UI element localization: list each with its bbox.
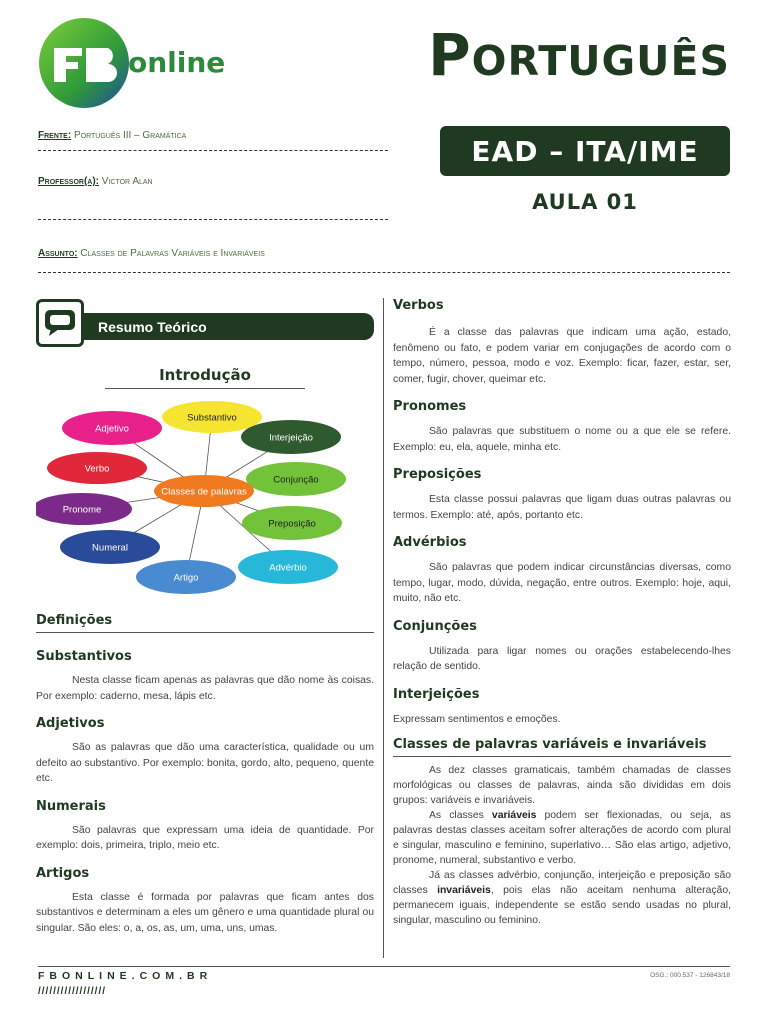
subject-title: Português: [428, 21, 730, 89]
resumo-title: Resumo Teórico: [76, 313, 374, 340]
divider: [38, 272, 730, 273]
artigos-heading: Artigos: [36, 865, 90, 881]
artigos-text: Esta classe é formada por palavras que ficam antes dos substantivos e determinam a eles um gênero e uma quantidade plural ou singular. São eles: o, a, os, as, um, uma, uns, umas.: [36, 891, 374, 934]
resumo-banner: [36, 300, 374, 346]
classes-text-1: As dez classes gramaticais, também chamadas de classes morfológicas ou classes de palavras, ainda são divididas em dois grupos: variáveis e invariáveis.: [393, 765, 731, 806]
chat-bubble-icon: [36, 299, 84, 347]
assunto-line: [38, 248, 265, 259]
adverbios-text: São palavras que podem indicar circunstâncias diversas, como tempo, lugar, modo, dúvida, negação, entre outros. Exemplo: hoje, aqui, muito, não etc.: [393, 562, 731, 604]
assunto-label: Assunto:: [38, 248, 78, 259]
node-label: Pronome: [62, 504, 102, 516]
classes-text-3: [393, 868, 731, 928]
aula-label: AULA 01: [532, 190, 638, 214]
left-column: [36, 300, 374, 936]
ead-badge: EAD – ITA/IME: [440, 126, 730, 176]
definicoes-heading: Definições: [36, 613, 374, 633]
intro-title: Introdução: [159, 366, 251, 384]
verbos-text: É a classe das palavras que indicam uma ação, estado, fenômeno ou fato, e podem variar em conjugações de acordo com o tempo, número, pessoa, modo e voz. Exemplo: ficar, fazer, estar, ser, comer, fugir, chover, queimar etc.: [393, 327, 731, 385]
right-column: [393, 298, 731, 928]
adjetivos-text: São as palavras que dão uma característica, qualidade ou um defeito ao substantivo. Por exemplo: bonita, gordo, alto, pequeno, quente etc.: [36, 742, 374, 784]
footer-site[interactable]: FBONLINE.COM.BR: [38, 970, 213, 982]
node-label: Substantivo: [187, 412, 237, 424]
numerais-text: São palavras que expressam uma ideia de quantidade. Por exemplo: dois, primeira, triplo, meio etc.: [36, 824, 374, 851]
classes-text-3c: , pois elas não aceitam nenhuma alteração, permanecem iguais, independente se estão sendo usadas no plural, singular, masculino ou feminino.: [393, 885, 731, 926]
frente-label: Frente:: [38, 130, 72, 141]
variaveis-term: variáveis: [491, 810, 537, 821]
conjuncoes-heading: Conjunções: [393, 618, 477, 634]
pronomes-heading: Pronomes: [393, 399, 467, 414]
classes-text-2: [393, 808, 731, 868]
professor-value: Victor Alan: [101, 176, 153, 187]
numerais-heading: Numerais: [36, 798, 106, 814]
invariaveis-term: invariáveis: [437, 885, 491, 896]
professor-line: [38, 176, 153, 187]
substantivos-heading: Substantivos: [36, 649, 132, 664]
professor-label: Professor(a):: [38, 176, 99, 187]
substantivos-text: Nesta classe ficam apenas as palavras que dão nome às coisas. Por exemplo: caderno, mesa, lápis etc.: [36, 675, 374, 702]
preposicoes-heading: Preposições: [393, 467, 482, 482]
classes-text-3a: Já as classes advérbio, conjunção, interjeição e preposição são classes: [393, 870, 731, 896]
center-node-label: Classes de palavras: [161, 486, 247, 498]
footer-rule: [38, 966, 730, 967]
svg-text:online: online: [128, 46, 226, 79]
node-label: Verbo: [84, 463, 110, 475]
pronomes-text: São palavras que substituem o nome ou a que ele se refere. Exemplo: eu, ela, aquele, minha etc.: [393, 426, 731, 453]
frente-line: [38, 130, 186, 141]
column-divider: [383, 298, 384, 958]
classes-text-2c: podem ser flexionadas, ou seja, as palavras destas classes aceitam sofrer alterações de acordo com plural e singular, masculino e feminino, superlativo… São elas artigo, adjetivo, pronome, numeral, substantivo e verbo.: [393, 810, 731, 866]
footer-slashes: //////////////////: [38, 986, 107, 997]
intro-underline: [105, 388, 305, 389]
interjeicoes-heading: Interjeições: [393, 686, 480, 702]
node-label: Preposição: [268, 518, 316, 530]
interjeicoes-text: Expressam sentimentos e emoções.: [393, 713, 561, 725]
node-label: Conjunção: [273, 474, 319, 486]
adjetivos-heading: Adjetivos: [36, 716, 105, 731]
verbos-heading: Verbos: [393, 298, 444, 313]
adverbios-heading: Advérbios: [393, 535, 467, 550]
word-class-diagram: [36, 399, 374, 599]
classes-heading: Classes de palavras variáveis e invariáveis: [393, 737, 731, 757]
frente-value: Português III – Gramática: [73, 130, 187, 141]
divider: [38, 150, 388, 151]
node-label: Interjeição: [269, 432, 313, 444]
preposicoes-text: Esta classe possui palavras que ligam duas outras palavras ou termos. Exemplo: até, após, portanto etc.: [393, 494, 731, 521]
conjuncoes-text: Utilizada para ligar nomes ou orações estabelecendo-lhes relação de sentido.: [393, 645, 731, 672]
node-label: Advérbio: [269, 562, 307, 574]
classes-text-2a: As classes: [429, 810, 492, 821]
node-label: Adjetivo: [95, 423, 129, 435]
node-label: Numeral: [92, 542, 128, 554]
footer-code: OSG.: 000.537 - 126843/18: [650, 972, 730, 979]
divider: [38, 219, 388, 220]
node-label: Artigo: [173, 572, 199, 584]
fb-online-logo: [36, 18, 226, 108]
assunto-value: Classes de Palavras Variáveis e Invariáveis: [80, 248, 265, 259]
